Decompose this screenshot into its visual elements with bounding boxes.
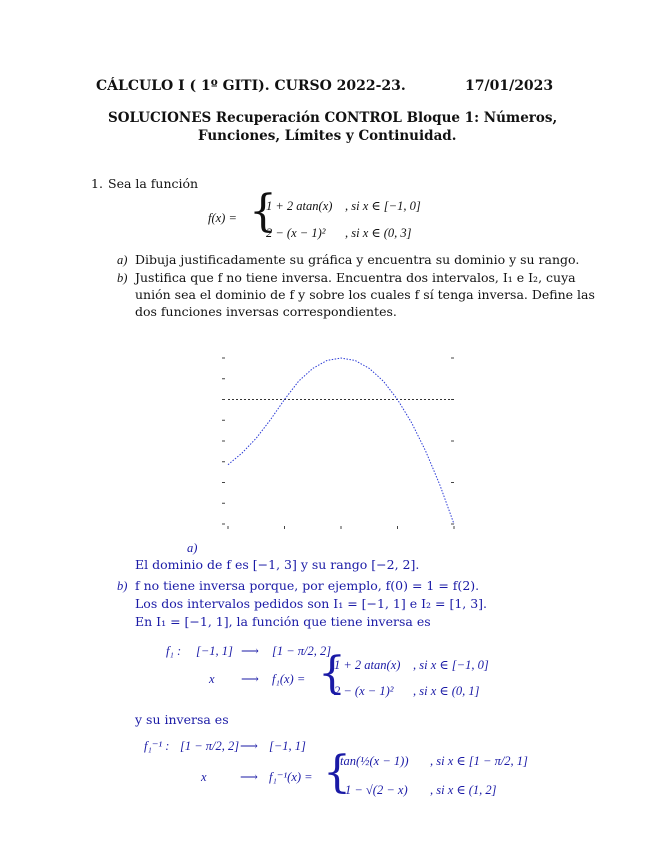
part-a-label: a) bbox=[117, 253, 128, 267]
solution-b-line-2: Los dos intervalos pedidos son I₁ = [−1, 1] e I₂ = [1, 3]. bbox=[135, 596, 488, 611]
inverse-map-lhs: f₁⁻¹ : bbox=[144, 739, 170, 753]
solution-b-label: b) bbox=[117, 579, 128, 593]
document-date: 17/01/2023 bbox=[465, 78, 554, 94]
function-lhs: f(x) = bbox=[208, 211, 237, 225]
subtitle-line-1: SOLUCIONES Recuperación CONTROL Bloque 1: Números, bbox=[108, 110, 558, 126]
part-a-text: Dibuja justificadamente su gráfica y encuentra su dominio y su rango. bbox=[135, 252, 580, 267]
f1-case1-expr: 1 + 2 atan(x) bbox=[334, 658, 401, 672]
solution-a-text: El dominio de f es [−1, 3] y su rango [−2, 2]. bbox=[135, 557, 420, 572]
inverse-def: f₁⁻¹(x) = bbox=[269, 770, 313, 784]
f1-map-lhs: f₁ : bbox=[166, 644, 182, 658]
inverse-domain: [1 − π/2, 2] bbox=[180, 739, 240, 753]
f1-brace: { bbox=[318, 648, 346, 699]
case2-expr: 2 − (x − 1)² bbox=[266, 226, 326, 240]
f1-case2-cond: , si x ∈ (0, 1] bbox=[413, 684, 480, 698]
part-b-label: b) bbox=[117, 271, 128, 285]
f1-domain: [−1, 1] bbox=[196, 644, 233, 658]
axis-ticks bbox=[222, 358, 454, 529]
function-graph bbox=[200, 348, 470, 540]
inverse-x: x bbox=[201, 770, 207, 784]
case2-cond: , si x ∈ (0, 3] bbox=[345, 226, 412, 240]
inverse-arrow: ⟶ bbox=[240, 738, 258, 753]
case1-expr: 1 + 2 atan(x) bbox=[266, 199, 333, 213]
f1-x: x bbox=[209, 672, 215, 686]
inverse-case2-expr: 1 − √(2 − x) bbox=[345, 783, 408, 797]
inverse-arrow-2: ⟶ bbox=[240, 769, 258, 784]
part-b-line-3: dos funciones inversas correspondientes. bbox=[135, 304, 397, 319]
f1-case2-expr: 2 − (x − 1)² bbox=[334, 684, 394, 698]
inverse-codomain: [−1, 1] bbox=[269, 739, 306, 753]
document-title: CÁLCULO I ( 1º GITI). CURSO 2022-23. bbox=[96, 78, 406, 94]
f1-codomain: [1 − π/2, 2] bbox=[272, 644, 332, 658]
problem-number: 1. bbox=[91, 176, 103, 191]
solution-a-label: a) bbox=[187, 541, 198, 555]
problem-intro: Sea la función bbox=[108, 176, 199, 191]
subtitle-line-2: Funciones, Límites y Continuidad. bbox=[198, 128, 457, 144]
case1-cond: , si x ∈ [−1, 0] bbox=[345, 199, 421, 213]
part-b-line-2: unión sea el dominio de f y sobre los cuales f sí tenga inversa. Define las bbox=[135, 287, 595, 302]
inverse-case1-expr: tan(½(x − 1)) bbox=[340, 754, 409, 768]
inverse-intro: y su inversa es bbox=[135, 712, 229, 727]
f1-def: f₁(x) = bbox=[272, 672, 306, 686]
left-brace: { bbox=[249, 186, 277, 237]
part-b-line-1: Justifica que f no tiene inversa. Encuentra dos intervalos, I₁ e I₂, cuya bbox=[135, 270, 576, 285]
inverse-case2-cond: , si x ∈ (1, 2] bbox=[430, 783, 497, 797]
solution-b-line-1: f no tiene inversa porque, por ejemplo, f(0) = 1 = f(2). bbox=[135, 578, 480, 593]
f1-arrow: ⟶ bbox=[241, 643, 259, 658]
solution-b-line-3: En I₁ = [−1, 1], la función que tiene inversa es bbox=[135, 614, 431, 629]
f1-arrow-2: ⟶ bbox=[241, 671, 259, 686]
inverse-case1-cond: , si x ∈ [1 − π/2, 1] bbox=[430, 754, 528, 768]
inverse-brace: { bbox=[323, 747, 351, 798]
function-curve bbox=[228, 358, 454, 524]
f1-case1-cond: , si x ∈ [−1, 0] bbox=[413, 658, 489, 672]
